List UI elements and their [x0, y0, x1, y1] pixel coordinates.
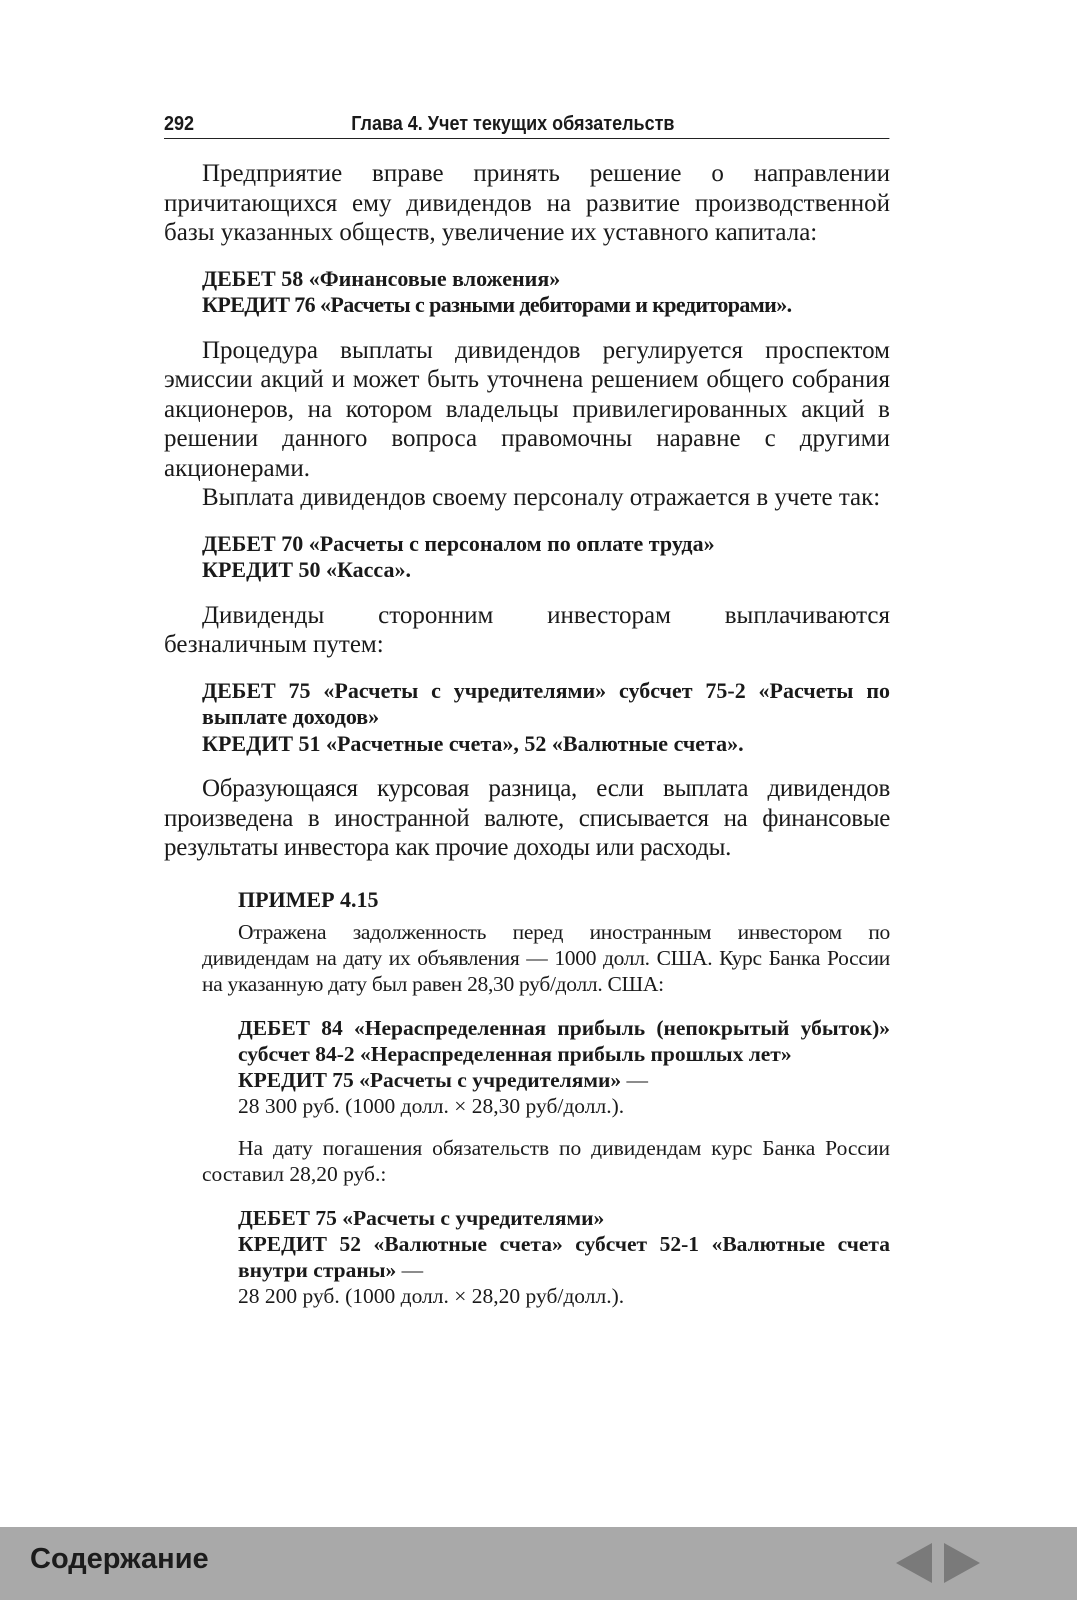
credit-line: КРЕДИТ 76 «Расчеты с разными дебиторами и кредиторами». [202, 292, 792, 317]
example-title: ПРИМЕР 4.15 [238, 886, 379, 912]
accounting-entry [202, 678, 890, 758]
example-entry [238, 1015, 890, 1119]
credit-line: КРЕДИТ 52 «Валютные счета» субсчет 52-1 «Валютные счета внутри страны» [238, 1231, 890, 1282]
amount-line: 28 200 руб. (1000 долл. × 28,20 руб/долл.). [238, 1283, 625, 1308]
credit-line: КРЕДИТ 50 «Касса». [202, 557, 411, 582]
accounting-entry [202, 531, 890, 584]
footer-bar [0, 1527, 1077, 1600]
paragraph: Процедура выплаты дивидендов регулируется проспектом эмиссии акций и может быть уточнена решением общего собрания акционеров, на котором владельцы привилегированных акций в решении данного вопроса правомочны наравне с другими акционерами. [164, 336, 890, 482]
running-header [164, 108, 889, 139]
chapter-title: Глава 4. Учет текущих обязательств [351, 113, 675, 135]
debit-line: ДЕБЕТ 75 «Расчеты с учредителями» [238, 1205, 605, 1230]
accounting-entry [202, 266, 890, 319]
dash: — [396, 1257, 424, 1282]
paragraph: Дивиденды сторонним инвесторам выплачиваются безналичным путем: [164, 601, 890, 658]
triangle-left-icon[interactable] [896, 1543, 932, 1583]
debit-line: ДЕБЕТ 70 «Расчеты с персоналом по оплате труда» [202, 530, 715, 556]
amount-line: 28 300 руб. (1000 долл. × 28,30 руб/долл.). [238, 1093, 625, 1118]
example-paragraph: Отражена задолженность перед иностранным инвестором по дивидендам на дату их объявления — 1000 долл. США. Курс Банка России на указанную дату был равен 28,30 руб/долл. США: [202, 919, 890, 996]
triangle-right-icon[interactable] [944, 1543, 980, 1583]
example-paragraph: На дату погашения обязательств по дивидендам курс Банка России составил 28,20 руб.: [202, 1135, 890, 1186]
table-of-contents-link[interactable]: Содержание [30, 1543, 209, 1575]
credit-line: КРЕДИТ 75 «Расчеты с учредителями» [238, 1067, 622, 1092]
paragraph: Выплата дивидендов своему персоналу отражается в учете так: [202, 484, 881, 511]
paragraph: Образующаяся курсовая разница, если выплата дивидендов произведена в иностранной валюте, списывается на финансовые результаты инвестора как прочие доходы или расходы. [164, 775, 890, 861]
example-block [202, 887, 890, 1309]
credit-line: КРЕДИТ 51 «Расчетные счета», 52 «Валютные счета». [202, 730, 744, 756]
debit-line: ДЕБЕТ 58 «Финансовые вложения» [202, 265, 561, 291]
paragraph: Предприятие вправе принять решение о направлении причитающихся ему дивидендов на развитие производственной базы указанных обществ, увеличение их уставного капитала: [164, 160, 890, 246]
dash: — [621, 1067, 649, 1092]
page-number: 292 [164, 113, 195, 135]
page-content [164, 108, 890, 1309]
debit-line: ДЕБЕТ 84 «Нераспределенная прибыль (непокрытый убыток)» субсчет 84-2 «Нераспределенная прибыль прошлых лет» [238, 1015, 890, 1066]
debit-line: ДЕБЕТ 75 «Расчеты с учредителями» субсчет 75-2 «Расчеты по выплате доходов» [202, 677, 890, 729]
example-entry [238, 1205, 890, 1309]
